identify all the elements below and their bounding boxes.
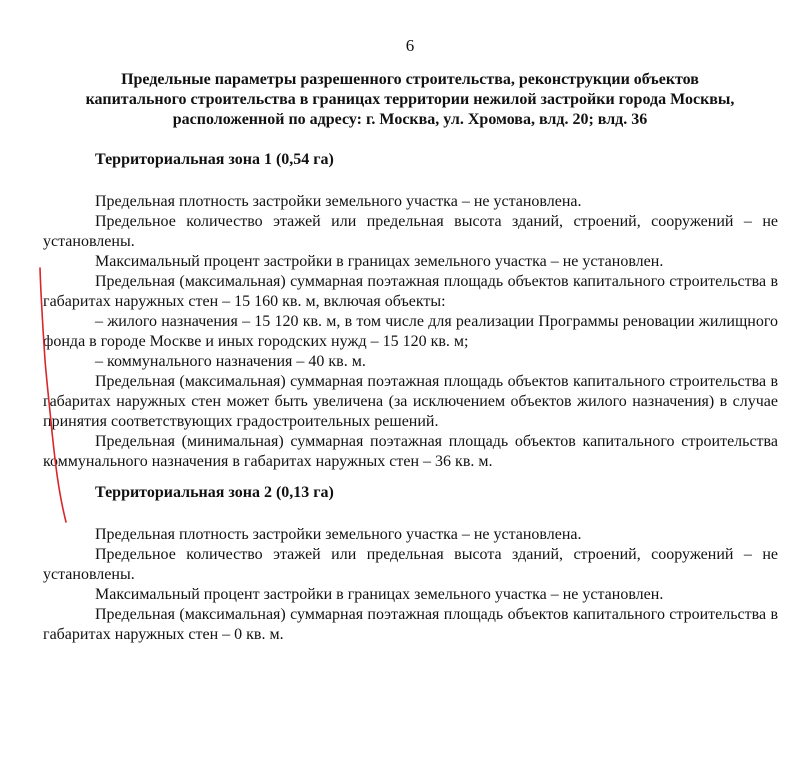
paragraph: Предельная (максимальная) суммарная поэтажная площадь объектов капитального строительства в габаритах наружных стен – 15 160 кв. м, включая объекты: <box>43 273 778 310</box>
paragraph: Предельная (максимальная) суммарная поэтажная площадь объектов капитального строительства в габаритах наружных стен может быть увеличена (за исключением объектов жилого назначения) в случае принятия соответствующих градостроительных решений. <box>43 373 778 430</box>
paragraph: Предельная плотность застройки земельного участка – не установлена. <box>95 193 582 210</box>
paragraph: Максимальный процент застройки в границах земельного участка – не установлен. <box>95 586 664 603</box>
title-line: Предельные параметры разрешенного строительства, реконструкции объектов <box>121 71 699 88</box>
title-line: расположенной по адресу: г. Москва, ул. Хромова, влд. 20; влд. 36 <box>172 111 648 128</box>
document-title <box>40 70 780 130</box>
zone-heading: Территориальная зона 2 (0,13 га) <box>95 484 334 501</box>
territorial-zone-2 <box>43 483 778 645</box>
paragraph: Предельная (максимальная) суммарная поэтажная площадь объектов капитального строительства в габаритах наружных стен – 0 кв. м. <box>43 606 778 643</box>
paragraph: Предельная (минимальная) суммарная поэтажная площадь объектов капитального строительства коммунального назначения в габаритах наружных стен – 36 кв. м. <box>43 433 778 470</box>
paragraph: Максимальный процент застройки в границах земельного участка – не установлен. <box>95 253 664 270</box>
page-number: 6 <box>405 36 415 55</box>
paragraph: Предельное количество этажей или предельная высота зданий, строений, сооружений – не установлены. <box>43 546 778 583</box>
paragraph: – жилого назначения – 15 120 кв. м, в том числе для реализации Программы реновации жилищного фонда в городе Москве и иных городских нужд – 15 120 кв. м; <box>43 313 778 350</box>
territorial-zone-1 <box>43 150 778 472</box>
paragraph: Предельная плотность застройки земельного участка – не установлена. <box>95 526 582 543</box>
zone-heading: Территориальная зона 1 (0,54 га) <box>95 151 334 168</box>
paragraph: Предельное количество этажей или предельная высота зданий, строений, сооружений – не установлены. <box>43 213 778 250</box>
title-line: капитального строительства в границах территории нежилой застройки города Москвы, <box>85 91 735 108</box>
paragraph: – коммунального назначения – 40 кв. м. <box>95 353 366 370</box>
